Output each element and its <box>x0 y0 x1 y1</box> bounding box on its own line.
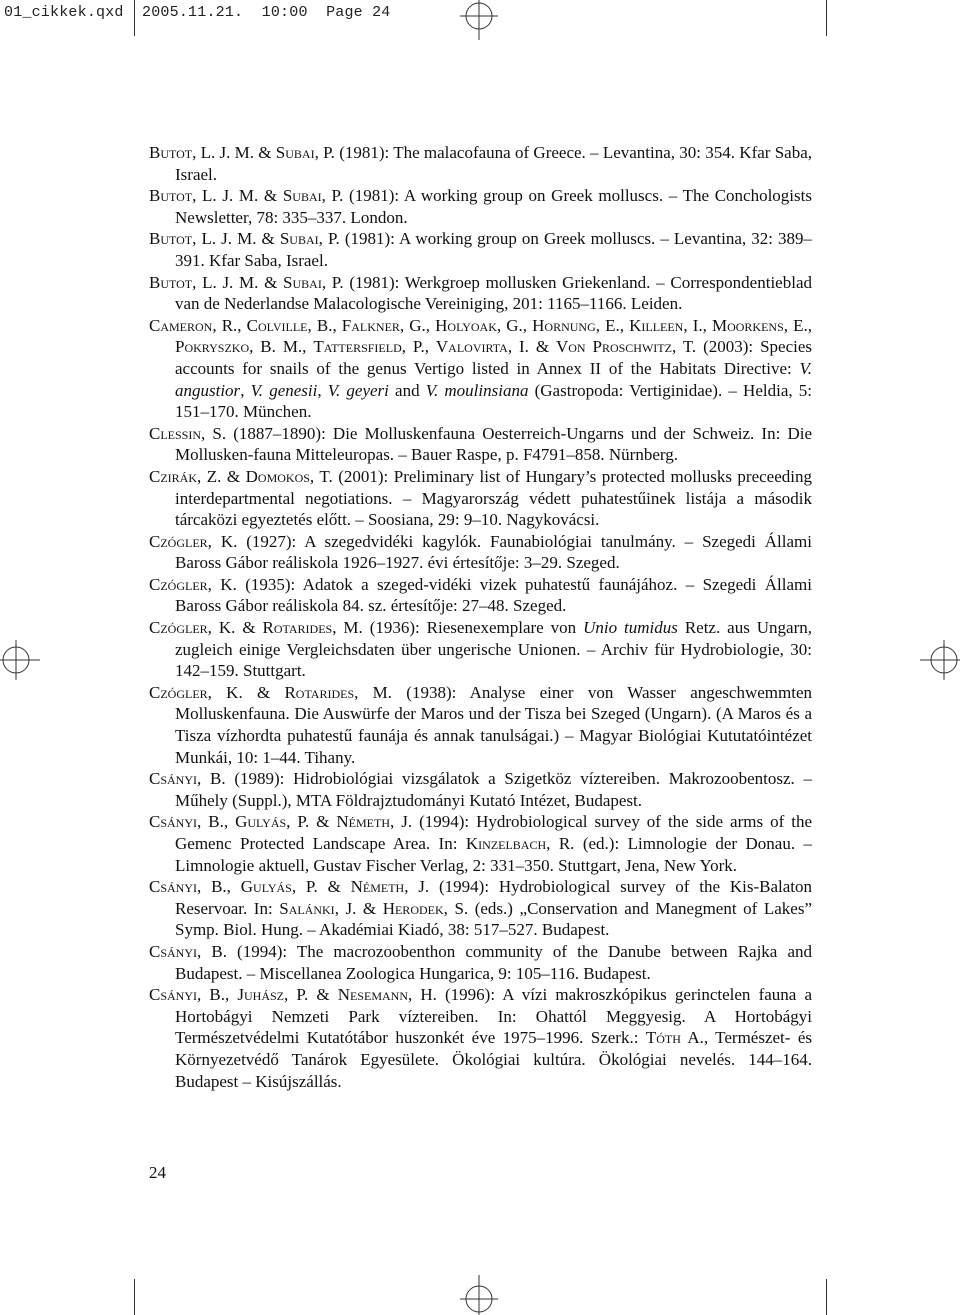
reference-text: , B., <box>197 985 238 1005</box>
author-name: Killeen <box>629 315 684 335</box>
reference-entry <box>149 185 812 228</box>
author-name: Rotarides <box>284 682 355 702</box>
reference-text: , T. (2003): Species accounts for snails of the genus Vertigo listed in Annex II of the Habitats Directive: <box>175 337 812 378</box>
author-name: Gulyás <box>240 877 292 897</box>
author-name: Nesemann <box>337 985 408 1005</box>
reference-text: , K. (1935): Adatok a szeged-vidéki vizek puhatestű faunájához. – Szegedi Állami Baross Gábor reáliskola 84. sz. értesítője: 27–48. Szeged. <box>175 574 812 616</box>
author-name: Moorkens <box>711 315 784 335</box>
author-name: Rotarides <box>262 618 333 638</box>
reference-text: A., Természet- és Környezetvédő Tanárok Egyesülete. Ökológiai kultúra. Ökológiai nevelés. 144–164. Budapest – Kisújszállás. <box>175 1028 812 1091</box>
reference-text: , <box>317 380 328 400</box>
registration-mark-bottom-icon <box>458 1275 500 1315</box>
author-name: Czógler <box>149 618 208 638</box>
author-name: Czógler <box>149 682 208 702</box>
author-name: Csányi <box>149 941 198 961</box>
reference-text: , L. J. M. & <box>192 272 284 292</box>
registration-mark-right-icon <box>920 638 960 682</box>
author-name: Czirák <box>149 466 198 486</box>
author-name: Valovirta <box>435 337 508 357</box>
reference-text: , L. J. M. & <box>192 143 276 162</box>
reference-text: , P. (1981): A working group on Greek molluscs. – Levantina, 32: 389–391. Kfar Saba, Israel. <box>175 229 812 270</box>
reference-text: (Gastropoda: Vertiginidae). – Heldia, 5: 151–170. München. <box>175 380 813 422</box>
crop-mark-bottom-left-vertical <box>134 1279 135 1315</box>
reference-entry <box>149 876 812 941</box>
author-name: Juhász <box>237 985 284 1005</box>
slug-filename: 01_cikkek.qxd <box>4 4 124 21</box>
reference-text: , G., <box>496 315 533 335</box>
author-name: Subai <box>282 186 322 206</box>
author-name: Subai <box>279 229 319 249</box>
author-name: Holyoak <box>435 315 497 335</box>
author-name: Falkner <box>341 315 400 335</box>
reference-text: , E., <box>595 315 630 335</box>
reference-entry <box>149 272 812 315</box>
print-slug-line <box>4 4 391 21</box>
species-name: V. genesii <box>250 380 318 400</box>
author-name: Butot <box>149 272 193 292</box>
reference-entry <box>149 142 812 185</box>
species-name: Unio tumidus <box>583 618 678 638</box>
author-name: Tattersfield <box>313 337 402 357</box>
reference-entry <box>149 466 812 531</box>
reference-text: , Z. & <box>197 466 246 486</box>
author-name: Csányi <box>149 769 198 789</box>
reference-entry <box>149 617 812 682</box>
reference-text: , J. (1994): Hydrobiological survey of the Kis-Balaton Reservoar. In: <box>175 877 813 918</box>
reference-entry <box>149 984 812 1092</box>
author-name: Butot <box>149 229 193 249</box>
reference-text: , B., <box>197 877 241 897</box>
author-name: Domokos <box>245 466 310 486</box>
author-name: Tóth <box>645 1028 681 1048</box>
reference-text: , K. & <box>207 682 285 702</box>
crop-mark-bottom-right-vertical <box>826 1279 827 1315</box>
author-name: Colville <box>246 315 308 335</box>
reference-text: and <box>388 380 426 400</box>
crop-mark-top-right-vertical <box>826 0 827 36</box>
reference-text: , S. (1887–1890): Die Molluskenfauna Oesterreich-Ungarns und der Schweiz. In: Die Mollusken-fauna Mitteleuropas. – Bauer Raspe, p. F4791–858. Nürnberg. <box>175 423 812 465</box>
reference-text: , J. & <box>334 898 383 918</box>
reference-text: , I., <box>683 315 712 335</box>
reference-entry <box>149 315 812 423</box>
reference-entry <box>149 682 812 768</box>
reference-text: , P. & <box>286 812 337 832</box>
reference-text: , B. (1989): Hidrobiológiai vizsgálatok a Szigetköz víztereiben. Makrozoobentosz. – Műhely (Suppl.), MTA Földrajztudományi Kutató Intézet, Budapest. <box>175 769 812 810</box>
references-list <box>149 142 812 1092</box>
reference-entry <box>149 768 812 811</box>
reference-text: , L. J. M. & <box>192 229 280 249</box>
reference-text: , I. & <box>507 337 556 357</box>
reference-entry <box>149 811 812 876</box>
author-name: Gulyás <box>235 812 287 832</box>
reference-text: , S. (eds.) „Conservation and Manegment of Lakes” Symp. Biol. Hung. – Akadémiai Kiadó, 38: 517–527. Budapest. <box>175 898 812 940</box>
author-name: Butot <box>149 186 193 206</box>
reference-text: , P. (1981): A working group on Greek molluscs. – The Conchologists Newsletter, 78: 335–337. London. <box>175 186 812 227</box>
author-name: Csányi <box>149 877 198 897</box>
page-number: 24 <box>149 1163 166 1182</box>
author-name: Clessin <box>149 423 202 443</box>
reference-text: Retz. aus Ungarn, zugleich einige Vergleichsdaten über ungerische Unionen. – Archiv für Hydrobiologie, 30: 142–159. Stuttgart. <box>175 618 812 681</box>
species-name: V. moulinsiana <box>425 380 529 400</box>
reference-text: , L. J. M. & <box>192 186 283 206</box>
reference-text: , P., <box>401 337 436 357</box>
reference-entry <box>149 941 812 984</box>
reference-text: , R. (ed.): Limnologie der Donau. – Limnologie aktuell, Gustav Fischer Verlag, 2: 331–350. Stuttgart, Jena, New York. <box>175 834 812 875</box>
reference-text: , K. & <box>207 618 263 638</box>
reference-text: , B., <box>307 315 342 335</box>
slug-page-label: Page 24 <box>326 4 391 21</box>
species-name: V. geyeri <box>327 380 389 400</box>
slug-time: 10:00 <box>261 4 308 21</box>
reference-text: , P. & <box>291 877 351 897</box>
author-name: Czógler <box>149 574 208 594</box>
author-name: Subai <box>283 272 322 292</box>
author-name: Hornung <box>532 315 596 335</box>
slug-date: 2005.11.21. <box>142 4 244 21</box>
reference-entry <box>149 531 812 574</box>
author-name: Salánki <box>279 898 335 918</box>
reference-text: , T. (2001): Preliminary list of Hungary’s protected mollusks preceeding interdepartmental negotiations. – Magyarország védett puhatestűinek listája a második tárcaközi egyeztetés előtt. – Soosiana, 29: 9–10. Nagykovácsi. <box>175 466 812 530</box>
author-name: Csányi <box>149 985 198 1005</box>
reference-entry <box>149 228 812 271</box>
author-name: Pokryszko <box>175 337 250 357</box>
author-name: Cameron <box>149 315 213 335</box>
author-name: Herodek <box>382 898 444 918</box>
author-name: Kinzelbach <box>465 834 547 853</box>
reference-text: , B. M., <box>249 337 314 357</box>
reference-text: , R., <box>212 315 247 335</box>
reference-text: , P. (1981): The malacofauna of Greece. – Levantina, 30: 354. Kfar Saba, Israel. <box>175 143 813 184</box>
reference-text: , <box>240 380 251 400</box>
author-name: Subai <box>275 143 315 162</box>
author-name: Németh <box>350 877 405 897</box>
reference-text: , M. (1936): Riesenexemplare von <box>332 618 584 638</box>
reference-text: , P. (1981): Werkgroep mollusken Griekenland. – Correspondentieblad van de Nederlandse Malacologische Vereiniging, 201: 1165–1166. Leiden. <box>175 272 812 314</box>
reference-text: , P. & <box>284 985 338 1005</box>
registration-mark-top-icon <box>458 0 500 40</box>
reference-text: , K. (1927): A szegedvidéki kagylók. Faunabiológiai tanulmány. – Szegedi Állami Baross Gábor reáliskola 1926–1927. évi értesítője: 3–29. Szeged. <box>175 531 812 573</box>
reference-text: , M. (1938): Analyse einer von Wasser angeschwemmten Molluskenfauna. Die Auswürfe der Maros und der Tisza bei Szeged (Ungarn). (A Maros és a Tisza vízhordta puhatestű faunája és annak tanulságai.) – Magyar Biológiai Kututatóintézet Munkái, 10: 1–44. Tihany. <box>175 682 812 767</box>
reference-text: , B., <box>197 812 236 832</box>
crop-mark-top-left-vertical <box>134 0 135 36</box>
author-name: Von Proschwitz <box>555 337 672 357</box>
reference-text: , J. (1994): Hydrobiological survey of the side arms of the Gemenc Protected Landscape Area. In: <box>175 812 812 853</box>
author-name: Csányi <box>149 812 198 832</box>
author-name: Czógler <box>149 531 208 551</box>
reference-text: , B. (1994): The macrozoobenthon community of the Danube between Rajka and Budapest. – Miscellanea Zoologica Hungarica, 9: 105–116. Budapest. <box>175 941 812 983</box>
reference-entry <box>149 423 812 466</box>
reference-text: , E., <box>783 315 812 335</box>
species-name: V. angustior <box>175 358 812 400</box>
author-name: Butot <box>149 143 193 162</box>
reference-entry <box>149 574 812 617</box>
author-name: Németh <box>336 812 390 832</box>
reference-text: , H. (1996): A vízi makroszkópikus gerinctelen fauna a Hortobágyi Nemzeti Park víztereiben. In: Ohattól Meggyesig. A Hortobágyi Természetvédelmi Kutatótábor huszonkét éve 1975–1996. Szerk.: <box>175 985 812 1048</box>
reference-text: , G., <box>399 315 436 335</box>
registration-mark-left-icon <box>0 638 40 682</box>
